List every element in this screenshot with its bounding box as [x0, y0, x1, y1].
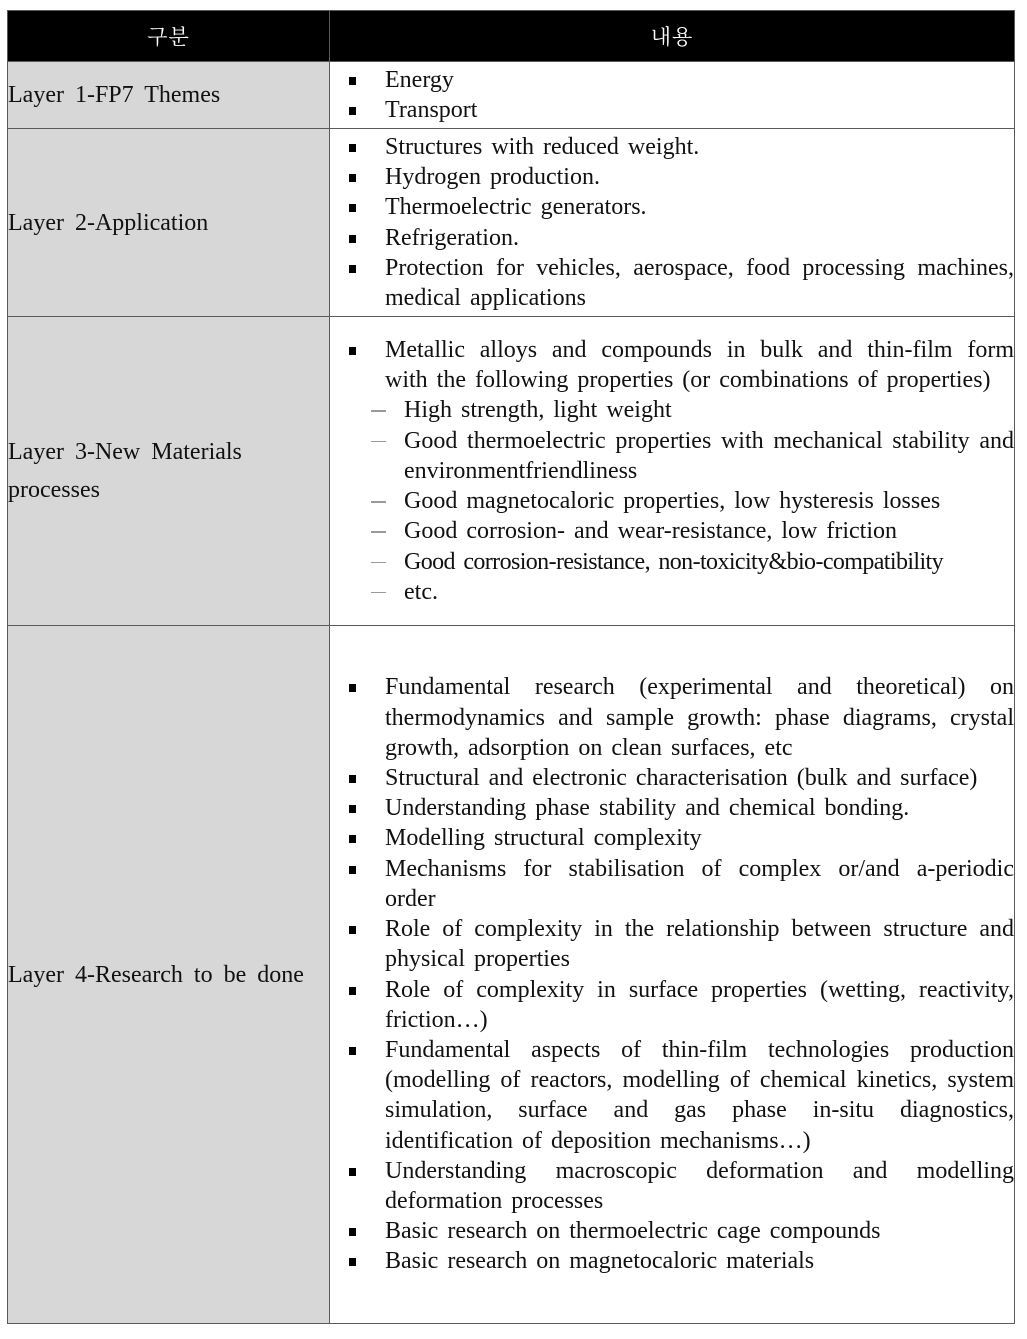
- list-item: [330, 1216, 1014, 1246]
- list-item-text: Transport: [385, 97, 478, 123]
- list-item: [330, 335, 1014, 395]
- square-bullet-icon: [349, 77, 356, 85]
- square-bullet-icon: [349, 174, 356, 182]
- row-label: Layer 4-Research to be done: [8, 626, 330, 1324]
- list-item: [330, 162, 1014, 192]
- square-bullet-icon: [349, 926, 356, 934]
- square-bullet-icon: [349, 347, 356, 355]
- list-item-text: Mechanisms for stabilisation of complex or/and a-periodic order: [385, 855, 1014, 912]
- table-row-layer-3: [8, 317, 1015, 626]
- list-item-text: Role of complexity in the relationship between structure and physical properties: [385, 916, 1014, 973]
- sub-list-item: [330, 426, 1014, 486]
- row-content: [330, 317, 1015, 626]
- list-item: [330, 253, 1014, 313]
- list-item-text: Understanding macroscopic deformation and modelling deformation processes: [385, 1157, 1014, 1214]
- dash-bullet-icon: [371, 531, 386, 533]
- list-item-text: Good corrosion-resistance, non-toxicity&bio-compatibility: [404, 548, 944, 575]
- sub-list-item: [330, 486, 1014, 516]
- list-item-text: Basic research on thermoelectric cage compounds: [385, 1218, 881, 1245]
- table-row-layer-2: [8, 129, 1015, 317]
- list-item: [330, 854, 1014, 914]
- list-item: [330, 192, 1014, 222]
- list-item-text: Hydrogen production.: [385, 164, 600, 191]
- row-label: Layer 1-FP7 Themes: [8, 62, 330, 129]
- list-item: [330, 65, 1014, 95]
- header-row: [8, 11, 1015, 62]
- square-bullet-icon: [349, 805, 356, 813]
- dash-bullet-icon: [371, 562, 386, 564]
- row-content: [330, 626, 1015, 1324]
- list-item-text: Good thermoelectric properties with mechanical stability and environmentfriendliness: [404, 427, 1014, 484]
- row-content: [330, 62, 1015, 129]
- dash-bullet-icon: [371, 441, 386, 443]
- sub-list-item: [330, 577, 1014, 607]
- list-item: [330, 914, 1014, 974]
- square-bullet-icon: [349, 235, 356, 243]
- list-item-text: Fundamental research (experimental and theoretical) on thermodynamics and sample growth: phase diagrams, crystal growth, adsorption on clean surfaces, etc: [385, 674, 1014, 761]
- list-item-text: High strength, light weight: [404, 397, 672, 424]
- list-item: [330, 223, 1014, 253]
- square-bullet-icon: [349, 775, 356, 783]
- list-item-text: Fundamental aspects of thin-film technologies production (modelling of reactors, modelling of chemical kinetics, system simulation, surface and gas phase in-situ diagnostics, identification of deposition mechanisms…): [385, 1036, 1014, 1154]
- list-item-text: Metallic alloys and compounds in bulk and thin-film form with the following properties (or combinations of properties): [385, 337, 1014, 394]
- list-item-text: Structures with reduced weight.: [385, 133, 700, 160]
- list-item-text: Structural and electronic characterisation (bulk and surface): [385, 765, 978, 792]
- square-bullet-icon: [349, 1047, 356, 1055]
- list-item-text: Modelling structural complexity: [385, 825, 702, 852]
- list-item: [330, 1156, 1014, 1216]
- list-item-text: etc.: [404, 578, 438, 605]
- dash-bullet-icon: [371, 592, 386, 594]
- row-label: Layer 2-Application: [8, 129, 330, 317]
- dash-bullet-icon: [371, 501, 386, 503]
- row-content: [330, 129, 1015, 317]
- sub-list-item: [330, 395, 1014, 425]
- dash-bullet-icon: [371, 410, 386, 412]
- list-item-text: Good magnetocaloric properties, low hysteresis losses: [404, 488, 941, 515]
- square-bullet-icon: [349, 1258, 356, 1266]
- table-row-layer-4: [8, 626, 1015, 1324]
- list-item: [330, 1246, 1014, 1276]
- list-item: [330, 95, 1014, 125]
- list-item-text: Refrigeration.: [385, 224, 519, 251]
- square-bullet-icon: [349, 204, 356, 212]
- sub-list-item: [330, 547, 1014, 577]
- research-layers-table: [7, 10, 1015, 1324]
- list-item-text: Protection for vehicles, aerospace, food processing machines, medical applications: [385, 254, 1014, 311]
- list-item-text: Thermoelectric generators.: [385, 194, 647, 221]
- square-bullet-icon: [349, 835, 356, 843]
- square-bullet-icon: [349, 265, 356, 273]
- square-bullet-icon: [349, 1228, 356, 1236]
- item-list: [330, 65, 1014, 125]
- square-bullet-icon: [349, 684, 356, 692]
- list-item: [330, 1035, 1014, 1156]
- list-item-text: Good corrosion- and wear-resistance, low friction: [404, 518, 898, 545]
- item-list: [330, 672, 1014, 1276]
- square-bullet-icon: [349, 987, 356, 995]
- row-label: Layer 3-New Materials processes: [8, 317, 330, 626]
- square-bullet-icon: [349, 866, 356, 874]
- list-item-text: Role of complexity in surface properties (wetting, reactivity, friction…): [385, 976, 1014, 1033]
- list-item: [330, 763, 1014, 793]
- item-list: [330, 335, 1014, 607]
- list-item-text: Basic research on magnetocaloric materials: [385, 1248, 815, 1275]
- header-content: 내용: [330, 11, 1015, 62]
- list-item: [330, 793, 1014, 823]
- square-bullet-icon: [349, 144, 356, 152]
- list-item: [330, 823, 1014, 853]
- list-item: [330, 975, 1014, 1035]
- list-item-text: Understanding phase stability and chemical bonding.: [385, 795, 910, 822]
- sub-list-item: [330, 516, 1014, 546]
- header-category: 구분: [8, 11, 330, 62]
- table-row-layer-1: [8, 62, 1015, 129]
- list-item: [330, 672, 1014, 763]
- square-bullet-icon: [349, 107, 356, 115]
- list-item-text: Energy: [385, 66, 454, 93]
- item-list: [330, 132, 1014, 313]
- square-bullet-icon: [349, 1168, 356, 1176]
- list-item: [330, 132, 1014, 162]
